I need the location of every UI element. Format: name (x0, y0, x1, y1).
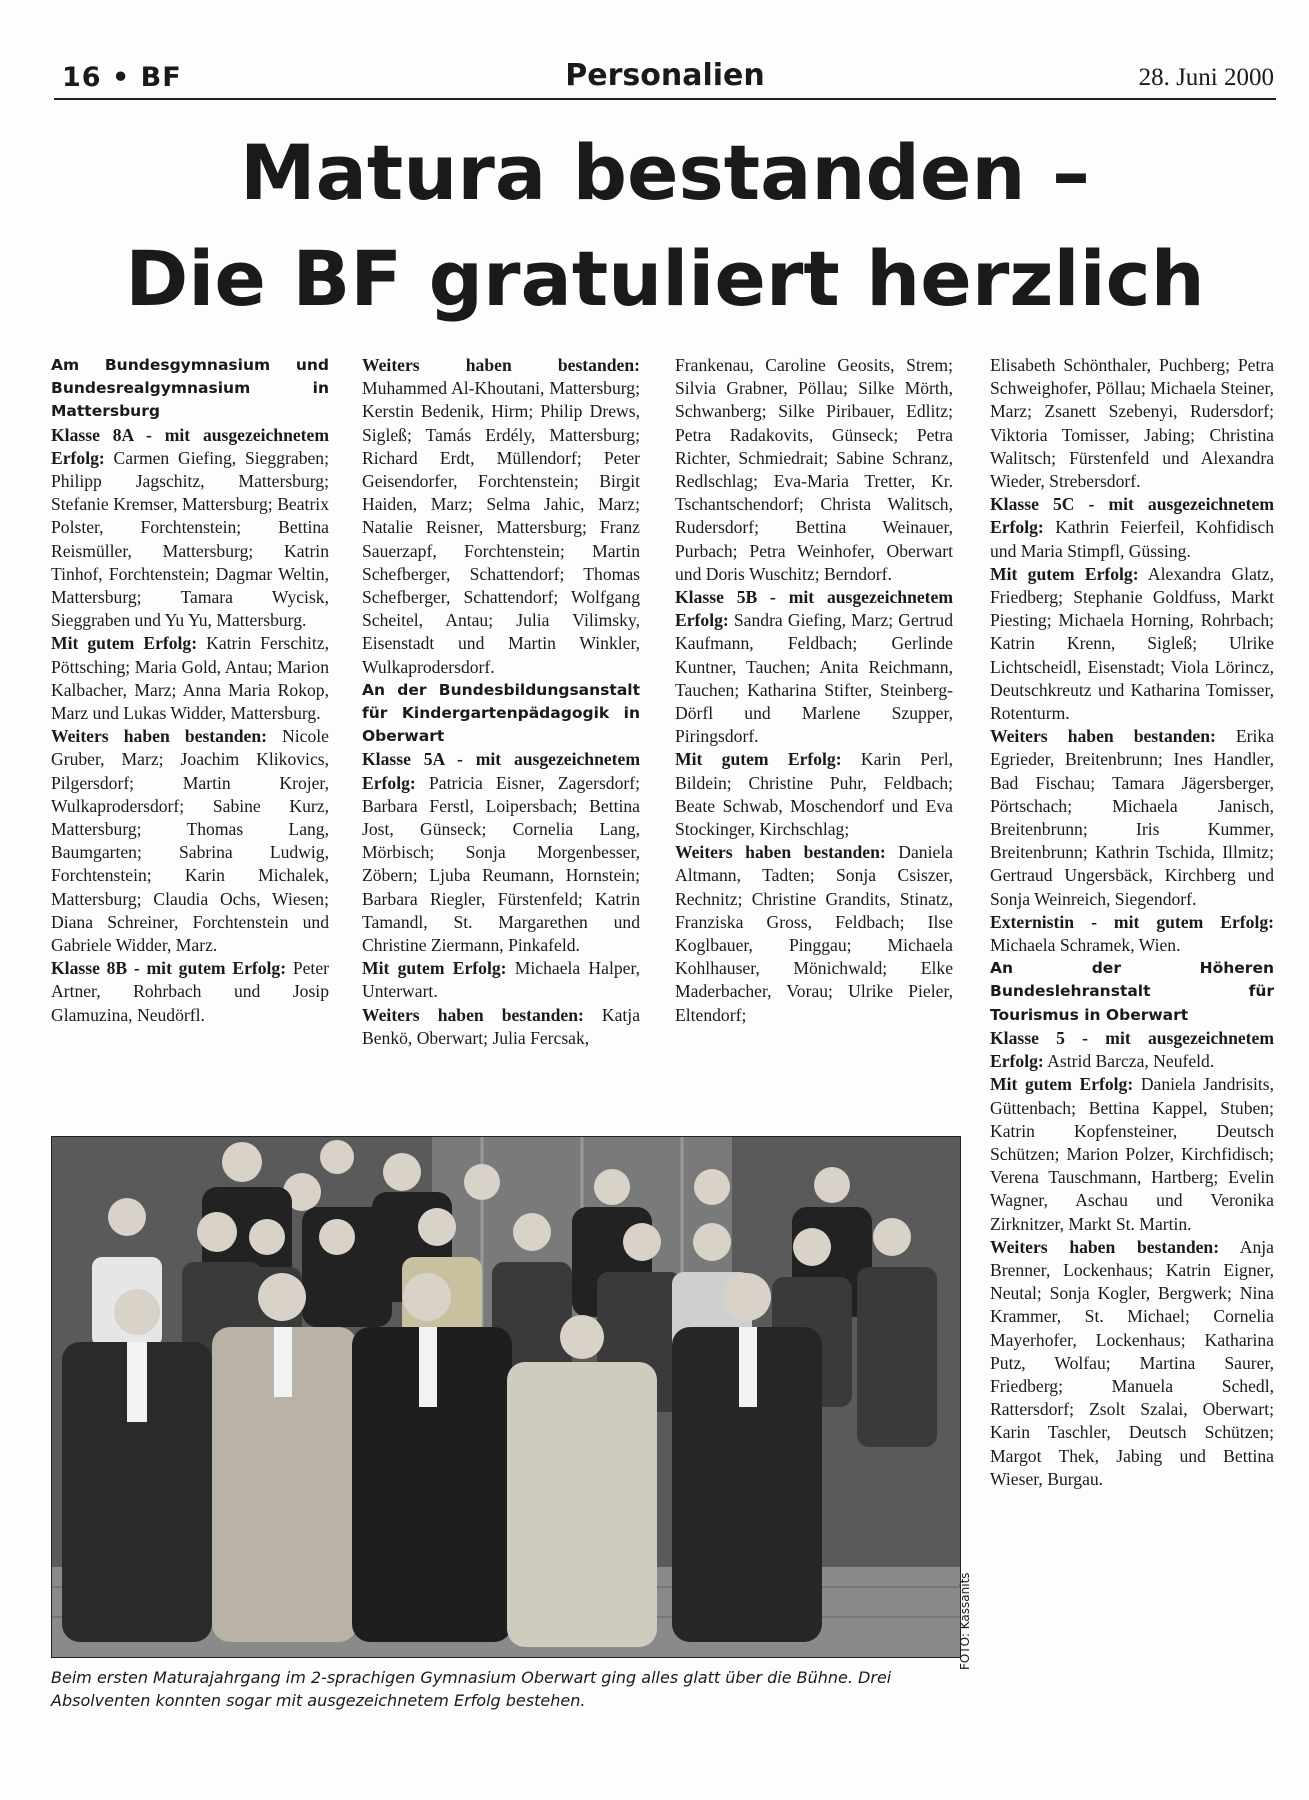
paragraph (51, 632, 329, 725)
paragraph-body: Daniela Jandrisits, Güttenbach; Bettina Kappel, Stuben; Katrin Kopfensteiner, Deutsch Schützen; Marion Polzer, Kirchfidisch; Verena Tauschmann, Hartberg; Evelin Wagner, Aschau und Veronika Zirknitzer, Markt St. Martin. (990, 1074, 1274, 1234)
paragraph-body: Carmen Giefing, Sieggraben; Philipp Jagschitz, Mattersburg; Stefanie Kremser, Mattersburg; Beatrix Polster, Forchtenstein; Bettina Reismüller, Mattersburg; Katrin Tinhof, Forchtenstein; Dagmar Weltin, Mattersburg; Tamara Wycisk, Sieggraben und Yu Yu, Mattersburg. (51, 447, 329, 631)
paragraph-body: Katrin Ferschitz, Pöttsching; Maria Gold, Antau; Marion Kalbacher, Marz; Anna Maria Rokop, Marz und Lukas Widder, Mattersburg. (51, 633, 329, 724)
paragraph-lead: Weiters haben bestanden: (990, 726, 1216, 747)
paragraph-lead: Mit gutem Erfolg: (990, 1074, 1134, 1095)
paragraph-lead: Mit gutem Erfolg: (51, 633, 198, 654)
headline-line-2: Die BF gratuliert herzlich (125, 234, 1205, 323)
paragraph: An der Bundesbildungsanstalt für Kindergartenpädagogik in Oberwart (362, 680, 640, 746)
paragraph (362, 957, 640, 1003)
paragraph (990, 563, 1274, 725)
paragraph (675, 841, 953, 1027)
paragraph-body: Muhammed Al-Khoutani, Mattersburg; Kerstin Bedenik, Hirm; Philip Drews, Sigleß; Tamás Erdély, Mattersburg; Richard Erdt, Müllendorf; Peter Geisendorfer, Forchtenstein; Birgit Haiden, Marz; Selma Jahic, Marz; Natalie Reisner, Mattersburg; Franz Sauerzapf, Forchtenstein; Martin Schefberger, Schattendorf; Thomas Schefberger, Schattendorf; Wolfgang Scheitel, Antau; Julia Vilimsky, Eisenstadt und Martin Winkler, Wulkaprodersdorf. (362, 378, 640, 677)
paragraph (990, 1073, 1274, 1235)
paragraph (362, 1004, 640, 1050)
paragraph (990, 493, 1274, 563)
paragraph-lead: Mit gutem Erfolg: (990, 563, 1139, 584)
group-photo-illustration (52, 1137, 960, 1657)
paragraph-body: Nicole Gruber, Marz; Joachim Klikovics, Pilgersdorf; Martin Krojer, Wulkaprodersdorf; Sabine Kurz, Mattersburg; Thomas Lang, Baumgarten; Sabrina Ludwig, Forchtenstein; Karin Michalek, Mattersburg; Claudia Ochs, Wiesen; Diana Schreiner, Forchtenstein und Gabriele Widder, Marz. (51, 726, 329, 956)
paragraph (990, 1236, 1274, 1491)
paragraph (362, 354, 640, 679)
paragraph-lead: Weiters haben bestanden: (675, 842, 886, 863)
paragraph (990, 725, 1274, 911)
paragraph (990, 911, 1274, 957)
paragraph-lead: Mit gutem Erfolg: (675, 749, 842, 770)
page-number: 16 • BF (62, 62, 182, 93)
paragraph-body: Michaela Schramek, Wien. (990, 935, 1181, 956)
paragraph (51, 424, 329, 633)
paragraph-lead: Klasse 5B - mit ausgezeichnetem Erfolg: (675, 587, 953, 631)
paragraph-body: Daniela Altmann, Tadten; Sonja Csiszer, Rechnitz; Christine Grandits, Stinatz, Franziska Gross, Feldbach; Ilse Koglbauer, Pinggau; Michaela Kohlhauser, Mönichwald; Elke Maderbacher, Vorau; Ulrike Pieler, Eltendorf; (675, 842, 953, 1025)
issue-date: 28. Juni 2000 (1138, 64, 1274, 91)
text-column-1 (51, 354, 329, 1027)
paragraph-lead: Klasse 5A - mit ausgezeichnetem Erfolg: (362, 749, 640, 793)
paragraph-lead: Klasse 8B - mit gutem Erfolg: (51, 958, 287, 979)
paragraph (990, 1027, 1274, 1073)
paragraph-body: Kathrin Feierfeil, Kohfidisch und Maria Stimpfl, Güssing. (990, 517, 1274, 561)
paragraph-lead: Mit gutem Erfolg: (362, 958, 507, 979)
paragraph (362, 748, 640, 957)
text-column-4 (990, 354, 1274, 1491)
paragraph-body: Patricia Eisner, Zagersdorf; Barbara Ferstl, Loipersbach; Bettina Jost, Günseck; Cornelia Lang, Mörbisch; Sonja Morgenbesser, Zöbern; Ljuba Reumann, Hornstein; Barbara Riegler, Fürstenfeld; Katrin Tamandl, St. Margarethen und Christine Ziermann, Pinkafeld. (362, 772, 640, 956)
paragraph: Am Bundesgymnasium und Bundesrealgymnasium in Mattersburg (51, 356, 329, 421)
paragraph-body: Katja Benkö, Oberwart; Julia Fercsak, (362, 1004, 640, 1048)
paragraph-body: Astrid Barcza, Neufeld. (1043, 1051, 1215, 1072)
paragraph-lead: Weiters haben bestanden: (362, 1004, 584, 1025)
page-header (54, 58, 1276, 100)
paragraph-lead: Weiters haben bestanden: (990, 1236, 1220, 1257)
paragraph: An der Höheren Bundeslehranstalt für Tourismus in Oberwart (990, 959, 1274, 1024)
photo-caption: Beim ersten Maturajahrgang im 2-sprachigen Gymnasium Oberwart ging alles glatt über die Bühne. Drei Absolventen konnten sogar mit ausgezeichnetem Erfolg bestehen. (51, 1668, 892, 1710)
photo-credit: FOTO: Kassanits (958, 1572, 972, 1670)
paragraph-body: Alexandra Glatz, Friedberg; Stephanie Goldfuss, Markt Piesting; Michaela Horning, Rohrbach; Katrin Krenn, Sigleß; Ulrike Lichtscheidl, Eisenstadt; Viola Lörincz, Deutschkreutz und Katharina Tomisser, Rotenturm. (990, 563, 1274, 724)
paragraph-body: Karin Perl, Bildein; Christine Puhr, Feldbach; Beate Schwab, Moschendorf und Eva Stockinger, Kirchschlag; (675, 749, 953, 840)
paragraph-lead: Klasse 8A - mit ausgezeichnetem Erfolg: (51, 424, 329, 468)
text-column-3 (675, 354, 953, 1027)
paragraph-body: Erika Egrieder, Breitenbrunn; Ines Handler, Bad Fischau; Tamara Jägersberger, Pörtschach; Michaela Janisch, Breitenbrunn; Iris Kummer, Breitenbrunn; Kathrin Tschida, Illmitz; Gertraud Ungersbäck, Kirchberg und Sonja Weinreich, Siegendorf. (990, 726, 1274, 909)
text-column-2 (362, 354, 640, 1050)
paragraph: Elisabeth Schönthaler, Puchberg; Petra Schweighofer, Pöllau; Michaela Steiner, Marz; Zsanett Szebenyi, Rudersdorf; Viktoria Tomisser, Jabing; Christina Walitsch; Fürstenfeld und Alexandra Wieder, Strebersdorf. (990, 355, 1274, 492)
paragraph (675, 748, 953, 841)
article-headline (54, 120, 1276, 332)
paragraph-lead: Externistin - mit gutem Erfolg: (990, 911, 1274, 932)
section-title: Personalien (565, 58, 765, 93)
paragraph (51, 725, 329, 957)
paragraph-lead: Weiters haben bestanden: (362, 355, 640, 375)
paragraph: Frankenau, Caroline Geosits, Strem; Silvia Grabner, Pöllau; Silke Mörth, Schwanberg; Silke Piribauer, Edlitz; Petra Radakovits, Günseck; Petra Richter, Schmiedrait; Sabine Schranz, Redlschlag; Eva-Maria Tretter, Kr. Tschantschendorf; Christa Walitsch, Rudersdorf; Bettina Weinauer, Purbach; Petra Weinhofer, Oberwart und Doris Wuschitz; Berndorf. (675, 355, 953, 584)
paragraph-body: Anja Brenner, Lockenhaus; Katrin Eigner, Neutal; Sonja Kogler, Bergwerk; Nina Krammer, St. Michael; Cornelia Mayerhofer, Lockenhaus; Katharina Putz, Wolfau; Martina Saurer, Friedberg; Manuela Schedl, Rattersdorf; Zsolt Szalai, Oberwart; Karin Taschler, Deutsch Schützen; Margot Thek, Jabing und Bettina Wieser, Burgau. (990, 1236, 1274, 1489)
headline-line-1: Matura bestanden – (240, 128, 1090, 217)
paragraph-lead: Klasse 5C - mit ausgezeichnetem Erfolg: (990, 494, 1274, 538)
paragraph-body: Peter Artner, Rohrbach und Josip Glamuzina, Neudörfl. (51, 958, 329, 1025)
paragraph (51, 957, 329, 1027)
paragraph-body: Sandra Giefing, Marz; Gertrud Kaufmann, Feldbach; Gerlinde Kuntner, Tauchen; Anita Reichmann, Tauchen; Katharina Stifter, Steinberg-Dörfl und Marlene Szupper, Piringsdorf. (675, 610, 953, 747)
paragraph-lead: Klasse 5 - mit ausgezeichnetem Erfolg: (990, 1027, 1274, 1072)
paragraph-lead: Weiters haben bestanden: (51, 726, 267, 747)
paragraph-body: Michaela Halper, Unterwart. (362, 958, 640, 1002)
paragraph (675, 586, 953, 748)
group-photo (51, 1136, 961, 1658)
